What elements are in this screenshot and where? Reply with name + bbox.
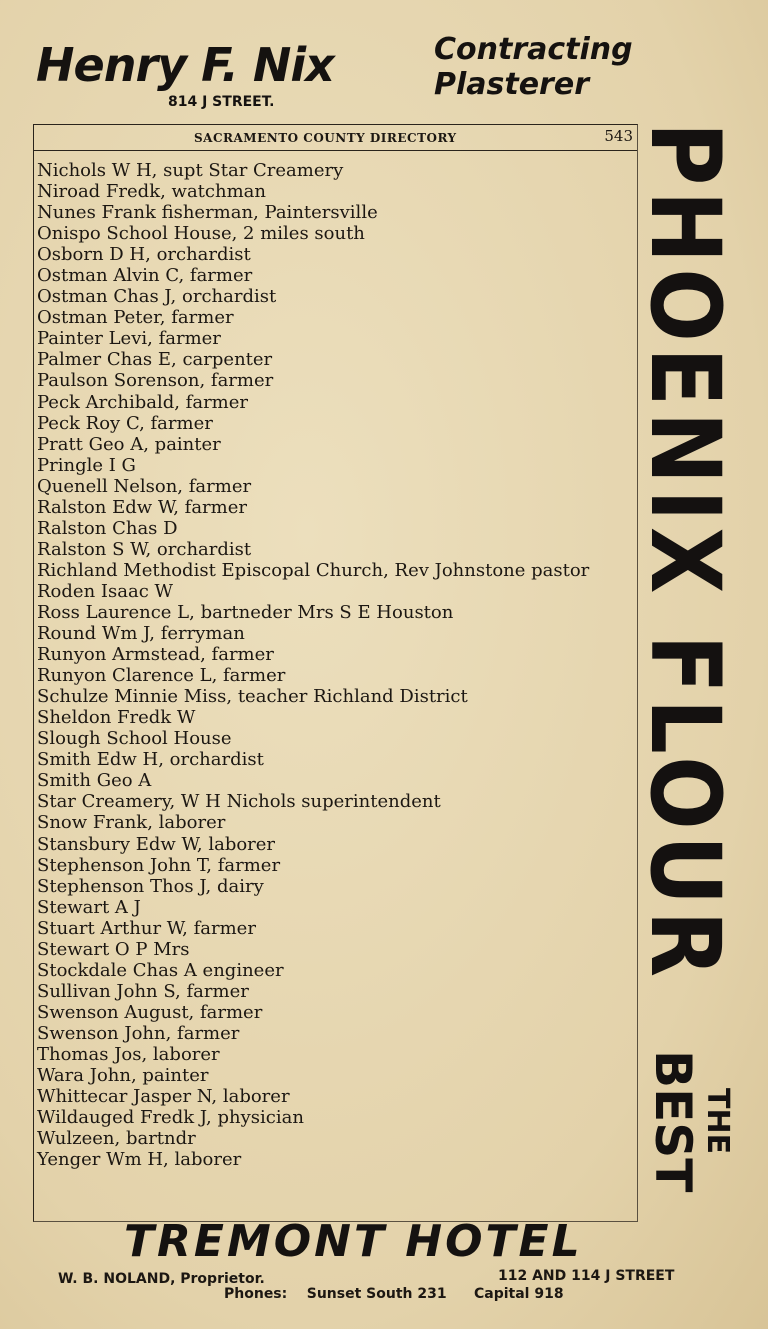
directory-entry: Sullivan John S, farmer: [37, 980, 249, 1002]
directory-entry: Richland Methodist Episcopal Church, Rev Johnstone pastor: [37, 559, 590, 581]
directory-entry: Swenson August, farmer: [37, 1001, 263, 1023]
directory-entry: Peck Roy C, farmer: [37, 412, 213, 434]
hotel-name: TREMONT HOTEL: [124, 1216, 583, 1267]
directory-entry: Stansbury Edw W, laborer: [37, 833, 276, 855]
advertiser-trade: [434, 32, 633, 102]
directory-entry: Quenell Nelson, farmer: [37, 475, 252, 497]
directory-entry: Roden Isaac W: [37, 580, 173, 602]
directory-entry: Schulze Minnie Miss, teacher Richland District: [37, 686, 468, 708]
phones-label: Phones:: [224, 1286, 288, 1302]
directory-entry: Stockdale Chas A engineer: [37, 959, 284, 981]
directory-entry: Sheldon Fredk W: [37, 707, 196, 729]
directory-entry: Whittecar Jasper N, laborer: [37, 1086, 290, 1108]
page-title: SACRAMENTO COUNTY DIRECTORY: [194, 131, 457, 145]
directory-entry: Stephenson Thos J, dairy: [37, 875, 264, 897]
page-header: [34, 125, 637, 151]
directory-entry: Slough School House: [37, 728, 232, 750]
directory-entry: Pringle I G: [37, 454, 136, 476]
side-ad-brand: PHOENIX FLOUR: [629, 122, 741, 983]
directory-entry: Stuart Arthur W, farmer: [37, 917, 256, 939]
page-number: 543: [604, 127, 633, 145]
tagline-the: THE: [700, 1088, 735, 1155]
directory-entry: Nichols W H, supt Star Creamery: [37, 160, 344, 181]
directory-entry: Ralston S W, orchardist: [37, 538, 252, 560]
directory-entry: Pratt Geo A, painter: [37, 433, 221, 455]
directory-entry: Ostman Alvin C, farmer: [37, 265, 253, 287]
phone-capital: Capital 918: [474, 1286, 564, 1302]
directory-entry: Wulzeen, bartndr: [37, 1128, 196, 1150]
directory-entry: Stewart A J: [37, 896, 141, 918]
directory-entry: Star Creamery, W H Nichols superintendent: [37, 791, 441, 813]
directory-entry: Runyon Armstead, farmer: [37, 644, 274, 666]
hotel-phones: [224, 1286, 447, 1302]
directory-entry: Round Wm J, ferryman: [37, 623, 245, 645]
hotel-address: 112 AND 114 J STREET: [498, 1268, 675, 1284]
directory-entry: Ralston Chas D: [37, 517, 178, 539]
directory-entry: Palmer Chas E, carpenter: [37, 349, 273, 371]
tagline-best: BEST: [644, 1050, 702, 1193]
hotel-proprietor: W. B. NOLAND, Proprietor.: [58, 1271, 265, 1287]
directory-entry: Ostman Chas J, orchardist: [37, 286, 277, 308]
directory-entry: Thomas Jos, laborer: [37, 1043, 220, 1065]
directory-listing: [37, 160, 642, 1170]
trade-line-1: Contracting: [434, 32, 633, 67]
directory-entry: Ralston Edw W, farmer: [37, 496, 247, 518]
directory-entry: Wildauged Fredk J, physician: [37, 1107, 304, 1129]
directory-entry: Peck Archibald, farmer: [37, 391, 248, 413]
directory-entry: Stephenson John T, farmer: [37, 854, 281, 876]
directory-entry: Stewart O P Mrs: [37, 938, 190, 960]
side-advertisement: [629, 122, 741, 1002]
directory-entry: Osborn D H, orchardist: [37, 244, 251, 266]
directory-entry: Wara John, painter: [37, 1065, 209, 1087]
directory-entry: Smith Edw H, orchardist: [37, 749, 264, 771]
directory-entry: Onispo School House, 2 miles south: [37, 223, 365, 245]
phone-sunset: Sunset South 231: [306, 1286, 447, 1302]
advertiser-street: 814 J STREET.: [168, 94, 275, 110]
trade-line-2: Plasterer: [434, 67, 589, 102]
directory-entry: Ostman Peter, farmer: [37, 307, 234, 329]
directory-entry: Runyon Clarence L, farmer: [37, 665, 286, 687]
directory-entry: Paulson Sorenson, farmer: [37, 370, 274, 392]
side-ad-tagline: [644, 1050, 735, 1200]
directory-entry: Swenson John, farmer: [37, 1022, 240, 1044]
directory-entry: Nunes Frank fisherman, Paintersville: [37, 202, 378, 224]
directory-entry: Smith Geo A: [37, 770, 152, 792]
directory-entry: Painter Levi, farmer: [37, 328, 221, 350]
directory-entry: Yenger Wm H, laborer: [37, 1149, 242, 1171]
directory-entry: Snow Frank, laborer: [37, 812, 226, 834]
advertiser-name: Henry F. Nix: [36, 38, 334, 92]
directory-entry: Ross Laurence L, bartneder Mrs S E Houston: [37, 601, 454, 623]
directory-entry: Niroad Fredk, watchman: [37, 181, 266, 203]
